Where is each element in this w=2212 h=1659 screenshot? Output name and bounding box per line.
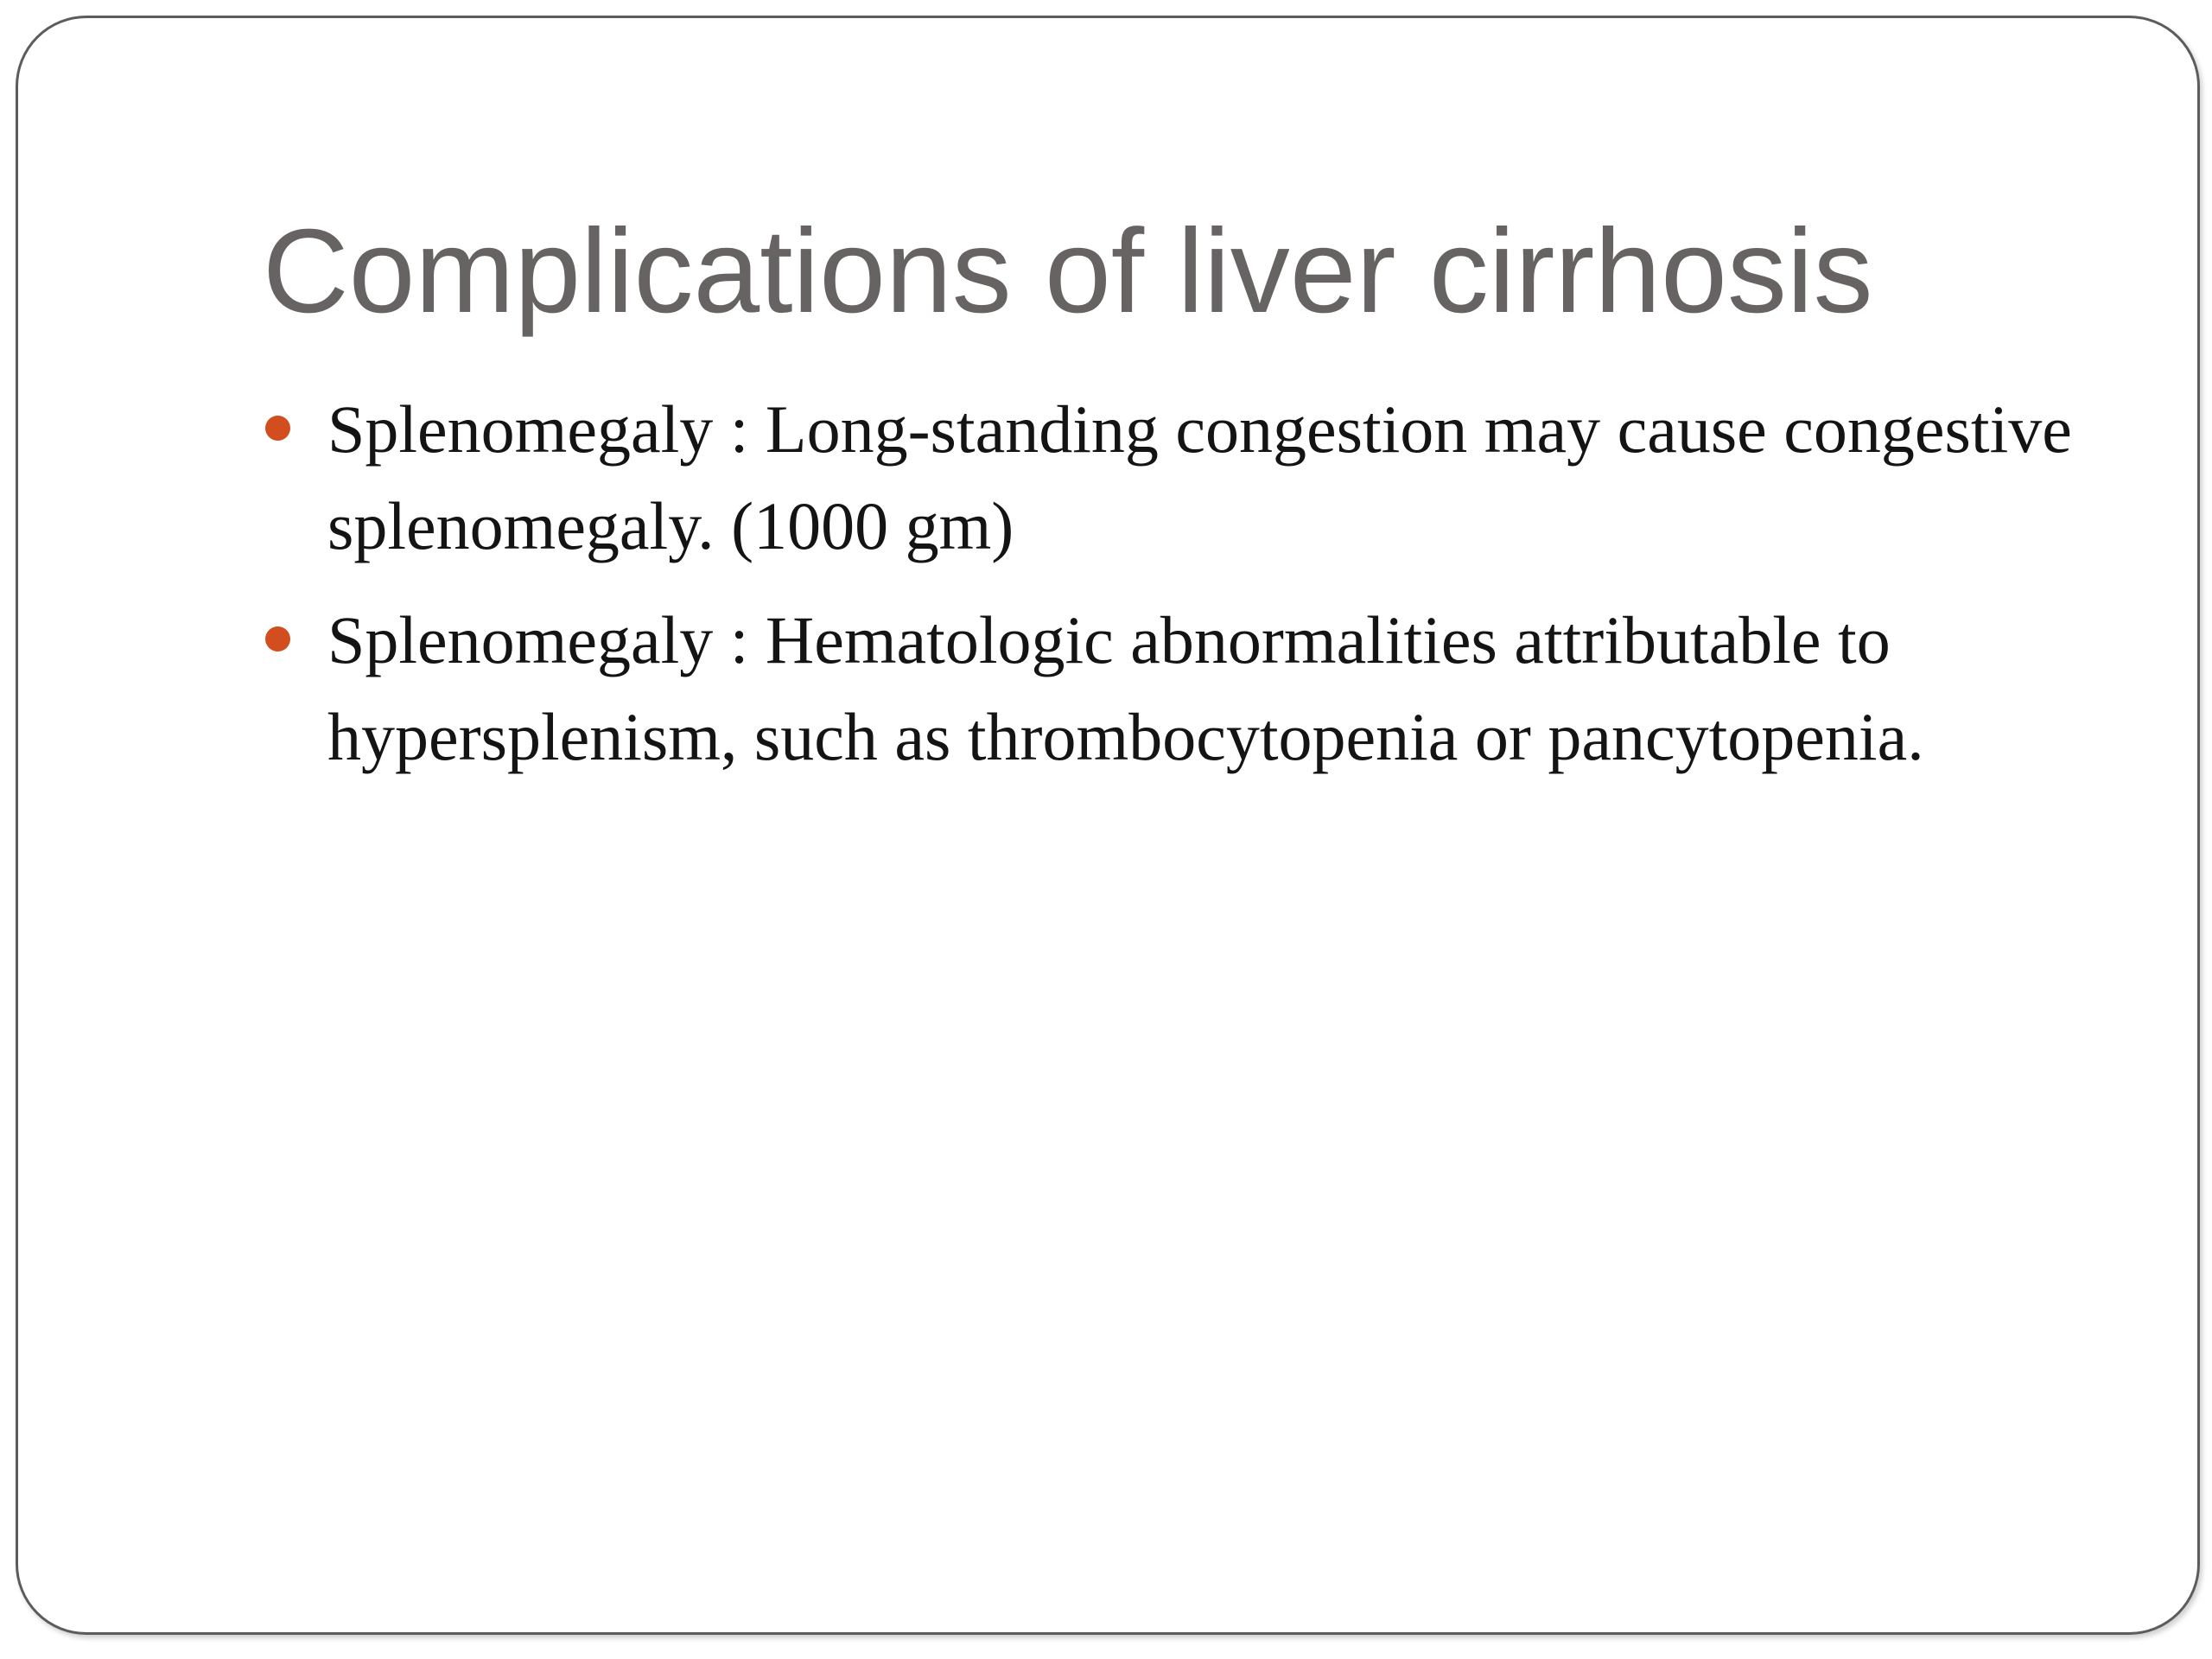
bullet-item [263,592,2146,785]
slide [16,16,2200,1635]
bullet-dot-icon [265,416,290,441]
slide-title: Complications of liver cirrhosis [263,205,1873,338]
bullet-dot-icon [265,626,290,652]
bullet-text: Splenomegaly : Long-standing congestion may cause congestive splenomegaly. (1000 gm) [327,391,2072,563]
bullet-item [263,381,2146,575]
bullet-list [263,381,2146,803]
bullet-text: Splenomegaly : Hematologic abnormalities attributable to hypersplenism, such as thrombocytopenia or pancytopenia. [327,602,1924,774]
